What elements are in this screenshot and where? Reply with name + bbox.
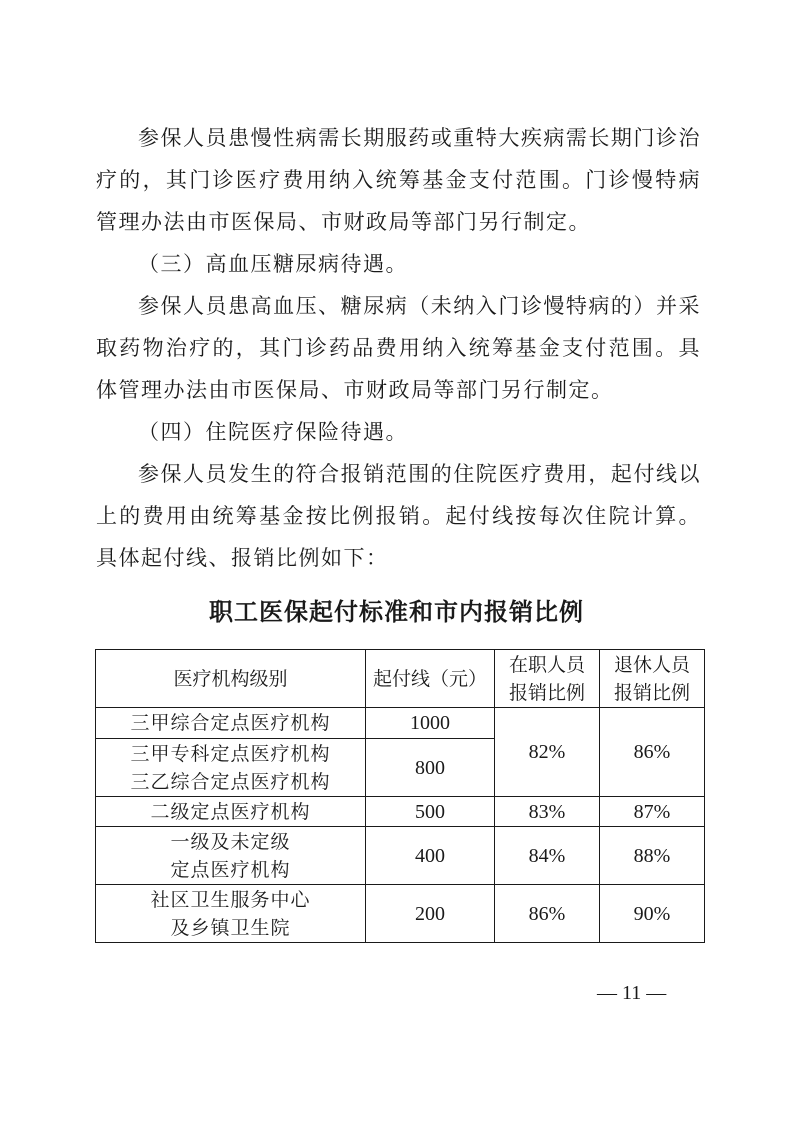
- section-heading-hypertension-diabetes: （三）高血压糖尿病待遇。: [138, 252, 408, 276]
- row-deductible: 400: [366, 827, 495, 885]
- table-row: [96, 885, 705, 943]
- paragraph-hypertension-diabetes: 参保人员患高血压、糖尿病（未纳入门诊慢特病的）并采取药物治疗的，其门诊药品费用纳入统筹基金支付范围。具体管理办法由市医保局、市财政局等部门另行制定。: [96, 294, 701, 402]
- row-level-line: 三甲专科定点医疗机构: [130, 742, 331, 765]
- row-level-line: 三甲综合定点医疗机构: [130, 712, 331, 734]
- row-retired-rate: 88%: [600, 827, 705, 885]
- row-level-line: 及乡镇卫生院: [170, 916, 291, 939]
- merged-retired-rate: 86%: [600, 708, 705, 797]
- header-employed-line2: 报销比例: [508, 681, 585, 704]
- row-level-line: 二级定点医疗机构: [150, 800, 311, 823]
- row-employed-rate: 86%: [495, 885, 600, 943]
- header-employed-line1: 在职人员: [508, 653, 585, 676]
- row-level: [96, 885, 366, 943]
- row-employed-rate: 84%: [495, 827, 600, 885]
- header-retired-line2: 报销比例: [613, 681, 690, 704]
- table-header-row: [96, 650, 705, 708]
- page-number: — 11 —: [597, 982, 667, 1004]
- reimbursement-table: [95, 649, 705, 943]
- header-level: 医疗机构级别: [96, 650, 366, 708]
- merged-employed-rate: 82%: [495, 708, 600, 797]
- row-level: [96, 708, 366, 739]
- row-level: [96, 827, 366, 885]
- header-retired: [600, 650, 705, 708]
- section-heading-inpatient: （四）住院医疗保险待遇。: [138, 420, 408, 444]
- table-row: [96, 797, 705, 827]
- paragraph-chronic-disease: 参保人员患慢性病需长期服药或重特大疾病需长期门诊治疗的，其门诊医疗费用纳入统筹基金支付范围。门诊慢特病管理办法由市医保局、市财政局等部门另行制定。: [96, 126, 701, 234]
- row-level-line: 定点医疗机构: [170, 858, 291, 881]
- row-deductible: 1000: [366, 708, 495, 739]
- table-row: [96, 827, 705, 885]
- header-retired-line1: 退休人员: [613, 653, 690, 676]
- row-retired-rate: 90%: [600, 885, 705, 943]
- row-level-line: 社区卫生服务中心: [150, 888, 311, 911]
- row-deductible: 800: [366, 739, 495, 797]
- header-deductible: 起付线（元）: [366, 650, 495, 708]
- row-deductible: 200: [366, 885, 495, 943]
- row-level: [96, 797, 366, 827]
- row-employed-rate: 83%: [495, 797, 600, 827]
- table-row: [96, 708, 705, 739]
- row-level-line: 三乙综合定点医疗机构: [130, 770, 331, 793]
- row-level-line: 一级及未定级: [170, 830, 291, 853]
- row-retired-rate: 87%: [600, 797, 705, 827]
- header-employed: [495, 650, 600, 708]
- row-deductible: 500: [366, 797, 495, 827]
- paragraph-inpatient: 参保人员发生的符合报销范围的住院医疗费用，起付线以上的费用由统筹基金按比例报销。起付线按每次住院计算。具体起付线、报销比例如下：: [96, 462, 701, 570]
- row-level: [96, 739, 366, 797]
- table-title: 职工医保起付标准和市内报销比例: [209, 598, 584, 626]
